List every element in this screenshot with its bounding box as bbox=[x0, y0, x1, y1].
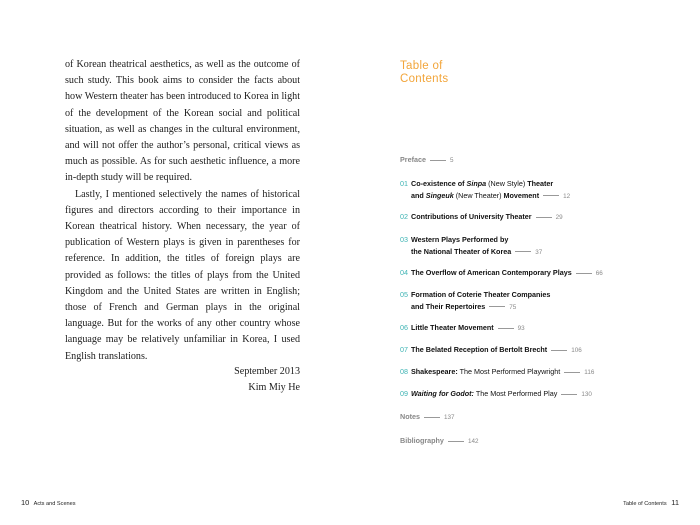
chapter-number: 06 bbox=[400, 323, 408, 332]
toc-entry-09[interactable] bbox=[400, 388, 592, 401]
toc-page-number: 75 bbox=[509, 303, 517, 311]
toc-entry-title: The Overflow of American Contemporary Plays bbox=[411, 268, 572, 277]
toc-entry-title: Bibliography bbox=[400, 436, 444, 445]
toc-page-number: 5 bbox=[449, 157, 454, 164]
toc-page-number: 29 bbox=[555, 214, 563, 221]
toc-page-number: 93 bbox=[517, 325, 525, 332]
toc-entry-title: Little Theater Movement bbox=[411, 323, 494, 332]
toc-entry-title-italic: Sinpa bbox=[466, 179, 487, 188]
toc-entry-title: Formation of Coterie Theater Companies bbox=[411, 290, 551, 299]
toc-entry-preface[interactable] bbox=[400, 154, 454, 167]
toc-entry-line-2 bbox=[400, 301, 550, 314]
toc-entry-subtitle: (New Style) bbox=[486, 179, 528, 188]
leader-line bbox=[498, 328, 514, 329]
toc-entry-title: The Belated Reception of Bertolt Brecht bbox=[411, 345, 548, 354]
toc-entry-05[interactable] bbox=[400, 289, 550, 313]
leader-line bbox=[424, 417, 440, 418]
paragraph-1: of Korean theatrical aesthetics, as well as the outcome of such study. This book aims to consider the facts about how Western theater has been introduced to Korea in light of the development of the Korean social and political situation, as well as changes in the cultural environment, and will not offer the author’s personal, critical views as much as possible. As for such aesthetic influence, a more in-depth study will be required. bbox=[65, 59, 300, 184]
toc-entry-title: the National Theater of Korea bbox=[411, 246, 512, 256]
signature-date: September 2013 bbox=[234, 366, 300, 377]
folio-right bbox=[623, 498, 682, 507]
toc-title-line-1: Table of bbox=[400, 60, 443, 72]
leader-line bbox=[536, 217, 552, 218]
toc-title bbox=[400, 60, 448, 86]
leader-line bbox=[576, 273, 592, 274]
page-number: 11 bbox=[671, 498, 679, 507]
right-page bbox=[350, 0, 700, 525]
leader-line bbox=[543, 195, 559, 196]
toc-entry-bibliography[interactable] bbox=[400, 435, 478, 448]
leader-line bbox=[515, 251, 531, 252]
running-head: Acts and Scenes bbox=[33, 501, 76, 507]
toc-entry-subtitle: The Most Performed Playwright bbox=[457, 367, 561, 376]
leader-line bbox=[561, 394, 577, 395]
leader-line bbox=[430, 160, 446, 161]
toc-entry-title: Shakespeare: bbox=[411, 367, 458, 376]
chapter-number: 02 bbox=[400, 212, 408, 221]
toc-page-number: 12 bbox=[563, 192, 571, 200]
body-text bbox=[65, 57, 300, 365]
running-head: Table of Contents bbox=[623, 501, 667, 507]
chapter-number: 08 bbox=[400, 367, 408, 376]
toc-entry-line-2 bbox=[400, 246, 542, 259]
toc-page-number: 130 bbox=[581, 391, 592, 398]
toc-entry-07[interactable] bbox=[400, 344, 582, 357]
toc-entry-02[interactable] bbox=[400, 211, 563, 224]
chapter-number: 07 bbox=[400, 345, 408, 354]
toc-entry-title: Movement bbox=[503, 190, 540, 200]
page-number: 10 bbox=[21, 498, 30, 507]
toc-entry-title: Co-existence of bbox=[411, 179, 467, 188]
toc-entry-notes[interactable] bbox=[400, 411, 455, 424]
toc-entry-title: Preface bbox=[400, 155, 426, 164]
toc-entry-08[interactable] bbox=[400, 366, 594, 379]
toc-entry-title: Contributions of University Theater bbox=[411, 212, 532, 221]
chapter-number: 09 bbox=[400, 389, 408, 398]
chapter-number: 05 bbox=[400, 290, 408, 299]
leader-line bbox=[551, 350, 567, 351]
toc-page-number: 106 bbox=[571, 347, 582, 354]
toc-page-number: 137 bbox=[443, 414, 455, 421]
toc-entry-subtitle: (New Theater) bbox=[453, 190, 504, 200]
toc-entry-title-italic: Singeuk bbox=[425, 190, 454, 200]
toc-entry-06[interactable] bbox=[400, 322, 525, 335]
chapter-number: 01 bbox=[400, 179, 408, 188]
toc-page-number: 66 bbox=[595, 270, 603, 277]
toc-entry-title: and bbox=[411, 190, 426, 200]
leader-line bbox=[448, 441, 464, 442]
chapter-number: 04 bbox=[400, 268, 408, 277]
toc-page-number: 142 bbox=[467, 438, 479, 445]
chapter-number: 03 bbox=[400, 235, 408, 244]
toc-page-number: 116 bbox=[584, 369, 595, 376]
leader-line bbox=[489, 306, 505, 307]
toc-entry-title: Theater bbox=[527, 179, 554, 188]
toc-entry-01[interactable] bbox=[400, 178, 570, 202]
signature-name: Kim Miy He bbox=[248, 382, 300, 393]
toc-title-line-2: Contents bbox=[400, 73, 449, 85]
toc-entry-title: Western Plays Performed by bbox=[411, 235, 509, 244]
leader-line bbox=[564, 372, 580, 373]
toc-entry-line-2 bbox=[400, 190, 570, 203]
toc-entry-04[interactable] bbox=[400, 267, 603, 280]
toc-entry-subtitle: The Most Performed Play bbox=[473, 389, 558, 398]
toc-entry-title: Notes bbox=[400, 412, 420, 421]
toc-page-number: 37 bbox=[535, 248, 543, 256]
folio-left bbox=[18, 498, 76, 507]
paragraph-2: Lastly, I mentioned selectively the names of historical figures and directors according to their importance in Korean theatrical history. When necessary, the year of publication of Western plays is given in parentheses for reference. In addition, the titles of foreign plays are provided as follows: the titles of plays from the United Kingdom and the United States are written in English; those of French and German plays in the original language. But for the works of any other country whose language may be relatively unfamiliar in Korea, I used English translations. bbox=[65, 188, 300, 362]
toc-entry-title: and Their Repertoires bbox=[411, 301, 486, 311]
toc-entry-03[interactable] bbox=[400, 234, 542, 258]
toc-entry-title-italic: Waiting for Godot: bbox=[411, 389, 474, 398]
